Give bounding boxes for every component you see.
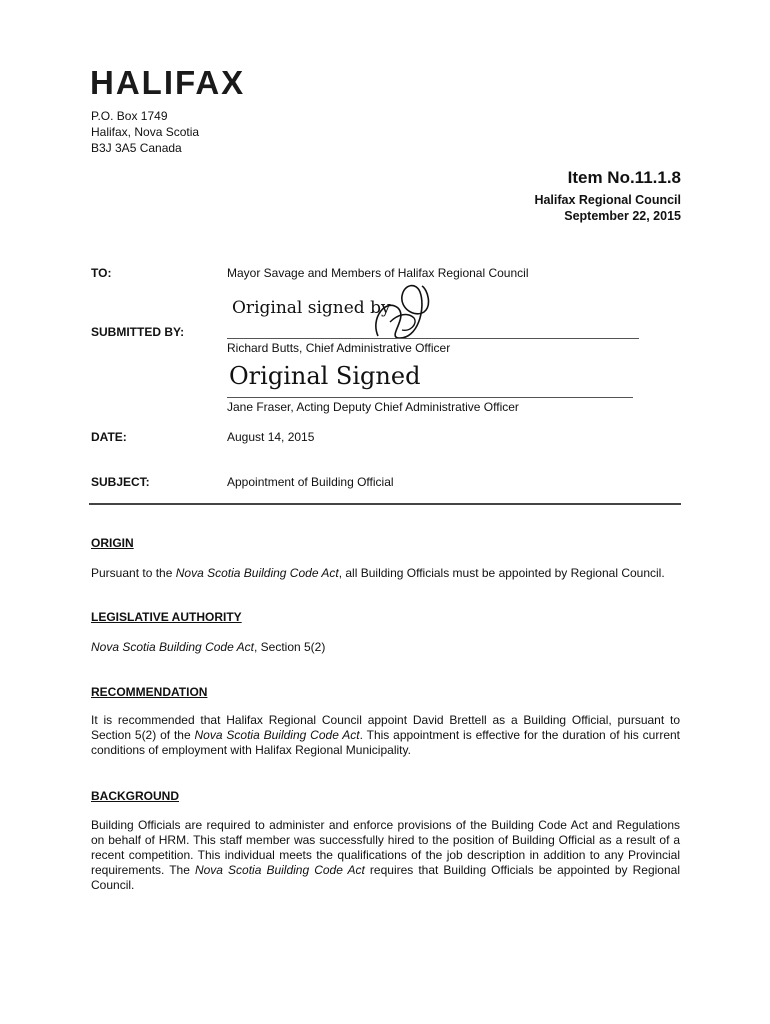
signature-2: Original Signed bbox=[229, 362, 421, 390]
recommendation-paragraph bbox=[91, 713, 680, 758]
subject-label: SUBJECT: bbox=[91, 475, 150, 489]
background-heading: BACKGROUND bbox=[91, 789, 179, 803]
text-run: Pursuant to the bbox=[91, 566, 176, 580]
to-value: Mayor Savage and Members of Halifax Regional Council bbox=[227, 266, 529, 280]
mailing-address bbox=[91, 108, 199, 156]
address-line: Halifax, Nova Scotia bbox=[91, 125, 200, 139]
act-title: Nova Scotia Building Code Act bbox=[175, 566, 339, 580]
signature-scribble-icon bbox=[368, 278, 438, 344]
act-title: Nova Scotia Building Code Act bbox=[91, 640, 254, 654]
act-title: Nova Scotia Building Code Act bbox=[194, 728, 360, 742]
date-value: August 14, 2015 bbox=[227, 430, 315, 444]
meeting-date: September 22, 2015 bbox=[564, 209, 681, 223]
address-line: P.O. Box 1749 bbox=[91, 109, 168, 123]
signature-line-2 bbox=[227, 397, 633, 398]
text-run: , Section 5(2) bbox=[253, 640, 326, 654]
address-line: B3J 3A5 Canada bbox=[91, 141, 182, 155]
text-run: requires that Building Officials be appointed by Regional Council. bbox=[91, 863, 680, 892]
origin-paragraph bbox=[91, 566, 680, 581]
signer-2: Jane Fraser, Acting Deputy Chief Administrative Officer bbox=[227, 400, 519, 414]
halifax-logo: HALIFAX bbox=[90, 64, 246, 101]
signer-1: Richard Butts, Chief Administrative Officer bbox=[227, 341, 451, 355]
authority-heading: LEGISLATIVE AUTHORITY bbox=[91, 610, 242, 624]
authority-paragraph bbox=[91, 640, 680, 655]
text-run: Building Officials are required to administer and enforce provisions of the Building Code Act and Regulations on behalf of HRM. This staff member was successfully hired to the position of Building Official as a result of a recent competition. This individual meets the qualifications of the job description in addition to any Provincial requirements. The bbox=[91, 818, 680, 877]
origin-heading: ORIGIN bbox=[91, 536, 134, 550]
recommendation-heading: RECOMMENDATION bbox=[91, 685, 208, 699]
text-run: , all Building Officials must be appointed by Regional Council. bbox=[338, 566, 665, 580]
act-title: Nova Scotia Building Code Act bbox=[194, 863, 365, 877]
subject-value: Appointment of Building Official bbox=[227, 475, 394, 489]
to-label: TO: bbox=[91, 266, 112, 280]
text-run: . This appointment is effective for the duration of his current conditions of employment with Halifax Regional Municipality. bbox=[91, 728, 680, 757]
council-name: Halifax Regional Council bbox=[534, 193, 681, 207]
item-number: Item No.11.1.8 bbox=[567, 168, 681, 187]
section-divider bbox=[89, 503, 681, 505]
text-run: It is recommended that Halifax Regional Council appoint David Brettell as a Building Official, pursuant to Section 5(2) of the bbox=[91, 713, 680, 742]
signature-1: Original signed by bbox=[232, 298, 391, 318]
submitted-by-label: SUBMITTED BY: bbox=[91, 325, 185, 339]
date-label: DATE: bbox=[91, 430, 127, 444]
background-paragraph bbox=[91, 818, 680, 893]
signature-line-1 bbox=[227, 338, 639, 339]
meeting-info bbox=[534, 192, 681, 224]
